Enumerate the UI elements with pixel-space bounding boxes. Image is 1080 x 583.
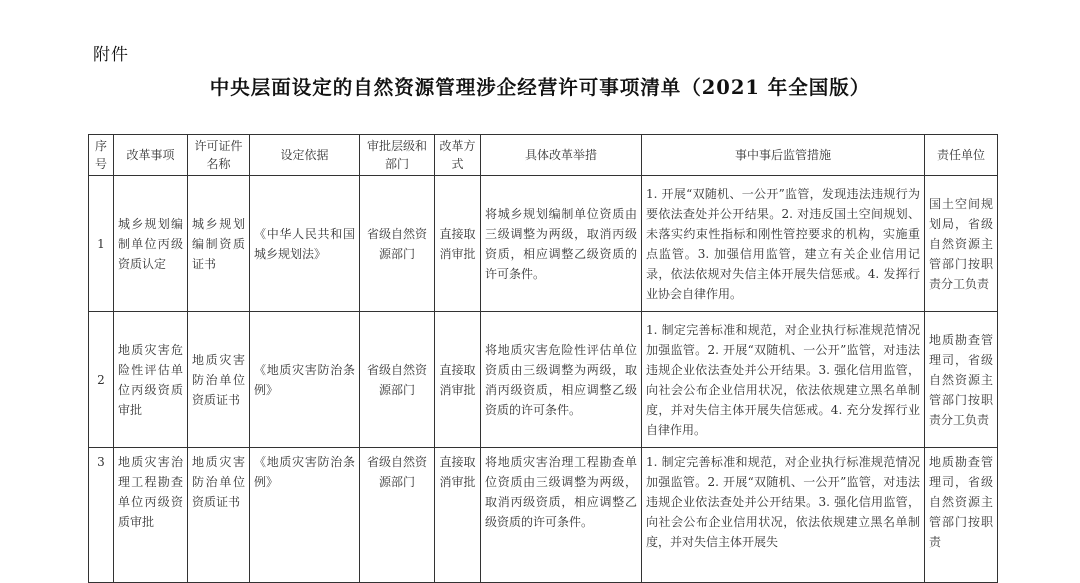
- cell-item: 地质灾害治理工程勘查单位丙级资质审批: [114, 448, 188, 583]
- cell-measures: 将地质灾害治理工程勘查单位资质由三级调整为两级，取消丙级资质，相应调整乙级资质的许可条件。: [481, 448, 642, 583]
- cell-method: 直接取消审批: [435, 312, 481, 448]
- cell-method: 直接取消审批: [435, 448, 481, 583]
- document-title: 中央层面设定的自然资源管理涉企经营许可事项清单（2021 年全国版）: [209, 76, 871, 99]
- cell-item: 地质灾害危险性评估单位丙级资质审批: [114, 312, 188, 448]
- license-items-table: [88, 134, 998, 583]
- cell-item: 城乡规划编制单位丙级资质认定: [114, 176, 188, 312]
- cell-basis: 《中华人民共和国城乡规划法》: [250, 176, 360, 312]
- header-license: 许可证件名称: [188, 135, 250, 176]
- header-item: 改革事项: [114, 135, 188, 176]
- cell-dept: 地质勘查管理司，省级自然资源主管部门按职责分工负责: [925, 312, 998, 448]
- table-header-row: [89, 135, 998, 176]
- cell-measures: 将地质灾害危险性评估单位资质由三级调整为两级，取消丙级资质，相应调整乙级资质的许可条件。: [481, 312, 642, 448]
- cell-no: 1: [89, 176, 114, 312]
- cell-supervision: 1. 开展“双随机、一公开”监管，发现违法违规行为要依法查处并公开结果。2. 对违反国土空间规划、未落实约束性指标和刚性管控要求的机构，实施重点监管。3. 加强信用监管，建立有关企业信用记录，依法依规对失信主体开展失信惩戒。4. 发挥行业协会自律作用。: [642, 176, 925, 312]
- header-level: 审批层级和部门: [360, 135, 435, 176]
- table-row: [89, 448, 998, 583]
- header-basis: 设定依据: [250, 135, 360, 176]
- cell-level: 省级自然资源部门: [360, 176, 435, 312]
- cell-license: 地质灾害防治单位资质证书: [188, 312, 250, 448]
- cell-no: 3: [89, 448, 114, 583]
- header-dept: 责任单位: [925, 135, 998, 176]
- cell-supervision: 1. 制定完善标准和规范，对企业执行标准规范情况加强监管。2. 开展“双随机、一公开”监管，对违法违规企业依法查处并公开结果。3. 强化信用监管，向社会公布企业信用状况，依法依规建立黑名单制度，并对失信主体开展失: [642, 448, 925, 583]
- attachment-label: 附件: [93, 45, 129, 65]
- header-no: 序号: [89, 135, 114, 176]
- table-row: [89, 176, 998, 312]
- cell-license: 城乡规划编制资质证书: [188, 176, 250, 312]
- cell-supervision: 1. 制定完善标准和规范，对企业执行标准规范情况加强监管。2. 开展“双随机、一公开”监管，对违法违规企业依法查处并公开结果。3. 强化信用监管，向社会公布企业信用状况，依法依规建立黑名单制度，并对失信主体开展失信惩戒。4. 充分发挥行业自律作用。: [642, 312, 925, 448]
- cell-measures: 将城乡规划编制单位资质由三级调整为两级，取消丙级资质，相应调整乙级资质的许可条件。: [481, 176, 642, 312]
- table-row: [89, 312, 998, 448]
- cell-dept: 国土空间规划局，省级自然资源主管部门按职责分工负责: [925, 176, 998, 312]
- cell-basis: 《地质灾害防治条例》: [250, 448, 360, 583]
- header-method: 改革方式: [435, 135, 481, 176]
- cell-dept: 地质勘查管理司，省级自然资源主管部门按职责: [925, 448, 998, 583]
- cell-license: 地质灾害防治单位资质证书: [188, 448, 250, 583]
- header-supervision: 事中事后监管措施: [642, 135, 925, 176]
- cell-method: 直接取消审批: [435, 176, 481, 312]
- header-measures: 具体改革举措: [481, 135, 642, 176]
- cell-level: 省级自然资源部门: [360, 312, 435, 448]
- cell-level: 省级自然资源部门: [360, 448, 435, 583]
- cell-basis: 《地质灾害防治条例》: [250, 312, 360, 448]
- cell-no: 2: [89, 312, 114, 448]
